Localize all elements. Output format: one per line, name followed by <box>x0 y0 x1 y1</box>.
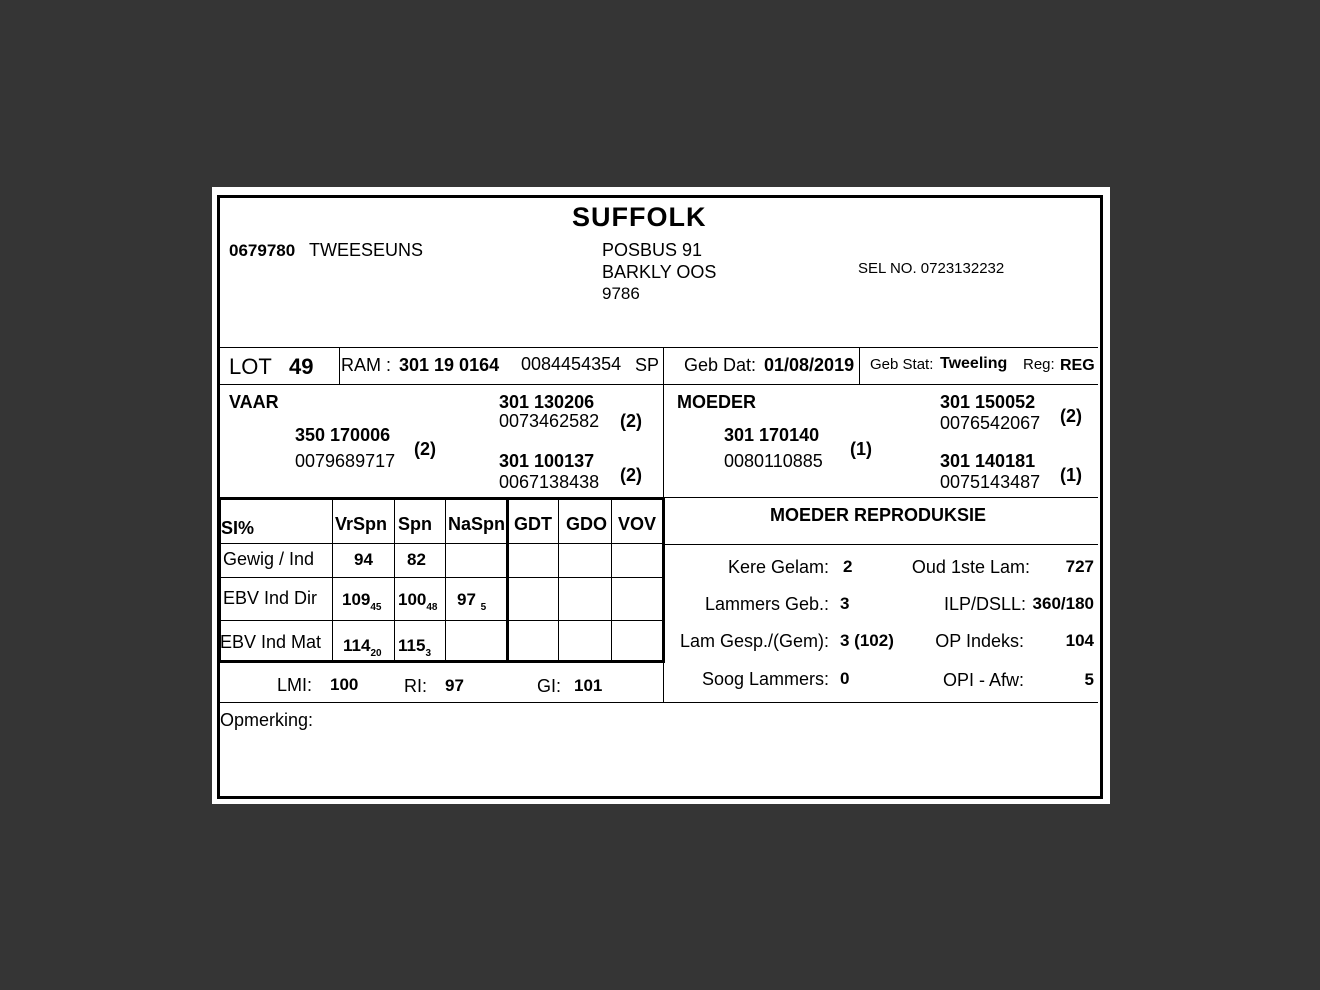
cell-value: 115 <box>398 636 426 655</box>
lammers-geb-label: Lammers Geb.: <box>704 594 829 614</box>
lot-label: LOT <box>229 354 272 379</box>
col-header-vrspn: VrSpn <box>335 514 388 534</box>
lam-gesp-label: Lam Gesp./(Gem): <box>679 631 829 651</box>
cell-vrspn <box>343 637 382 659</box>
divider <box>663 544 1098 545</box>
row-label: EBV Ind Dir <box>223 588 318 608</box>
divider <box>220 620 663 621</box>
divider <box>220 543 663 544</box>
oud-label: Oud 1ste Lam: <box>911 557 1030 577</box>
ilp-value: 360/180 <box>1032 594 1094 613</box>
op-label: OP Indeks: <box>935 631 1024 651</box>
lammers-geb-value: 3 <box>840 594 850 613</box>
cell-accuracy: 48 <box>426 602 438 613</box>
col-header-spn: Spn <box>398 514 432 534</box>
reg-value: REG <box>1060 357 1095 374</box>
address-line-2: BARKLY OOS <box>602 262 717 282</box>
ri-value: 97 <box>445 676 464 695</box>
ri-label: RI: <box>404 676 428 696</box>
dam-dam-id: 0075143487 <box>940 472 1041 492</box>
divider <box>445 500 446 661</box>
dam-sire-id: 0076542067 <box>940 413 1041 433</box>
ram-code: SP <box>635 355 660 375</box>
lmi-value: 100 <box>330 675 359 694</box>
sire-dam-number: 301 100137 <box>499 451 595 471</box>
divider <box>220 577 663 578</box>
gi-value: 101 <box>574 676 603 695</box>
sire-dam-id: 0067138438 <box>499 472 600 492</box>
row-label: EBV Ind Mat <box>220 632 322 652</box>
sire-sire-count: (2) <box>620 411 642 431</box>
cell-accuracy: 20 <box>370 648 382 659</box>
op-value: 104 <box>1065 631 1094 650</box>
cell-accuracy: 3 <box>425 648 431 659</box>
sire-dam-count: (2) <box>620 465 642 485</box>
cell-spn: 82 <box>407 550 426 569</box>
cell-value: 97 <box>457 590 476 609</box>
dam-dam-number: 301 140181 <box>940 451 1036 471</box>
cell-vrspn <box>342 591 382 613</box>
col-header-vov: VOV <box>618 514 657 534</box>
reproduction-title: MOEDER REPRODUKSIE <box>770 505 987 525</box>
kere-gelam-value: 2 <box>843 557 853 576</box>
divider <box>220 384 1098 385</box>
col-header-gdt: GDT <box>514 514 552 534</box>
birth-date: 01/08/2019 <box>764 355 855 375</box>
divider <box>339 347 340 384</box>
cell-value: 114 <box>343 636 371 655</box>
sire-sire-number: 301 130206 <box>499 392 595 412</box>
birth-status-label: Geb Stat: <box>870 356 934 373</box>
divider <box>859 347 860 384</box>
cell-vrspn: 94 <box>354 550 373 569</box>
birth-status: Tweeling <box>940 355 1008 372</box>
soog-label: Soog Lammers: <box>701 669 829 689</box>
divider <box>663 347 664 384</box>
sire-count: (2) <box>414 439 436 459</box>
address-line-1: POSBUS 91 <box>602 240 703 260</box>
dam-number: 301 170140 <box>724 425 820 445</box>
cell-accuracy: 5 <box>480 602 487 613</box>
divider <box>663 497 1098 498</box>
sire-number: 350 170006 <box>295 425 391 445</box>
dam-sire-number: 301 150052 <box>940 392 1036 412</box>
col-header-naspn: NaSpn <box>448 514 506 534</box>
ilp-label: ILP/DSLL: <box>943 594 1026 614</box>
dam-label: MOEDER <box>677 392 757 412</box>
cell-value: 109 <box>342 590 371 609</box>
ram-id: 0084454354 <box>521 354 622 374</box>
divider <box>220 347 1098 348</box>
owner-name: TWEESEUNS <box>309 240 424 260</box>
divider <box>394 500 395 661</box>
opi-value: 5 <box>1084 670 1094 689</box>
sire-label: VAAR <box>229 392 279 412</box>
phone-number: SEL NO. 0723132232 <box>858 260 1005 277</box>
lot-number: 49 <box>289 354 314 379</box>
divider <box>611 500 612 661</box>
cell-value: 100 <box>398 590 427 609</box>
lam-gesp-value: 3 (102) <box>840 631 894 650</box>
dam-id: 0080110885 <box>724 451 823 471</box>
dam-sire-count: (2) <box>1060 406 1082 426</box>
soog-value: 0 <box>840 669 850 688</box>
si-corner: SI% <box>221 518 255 538</box>
gi-label: GI: <box>537 676 562 696</box>
divider <box>558 500 559 661</box>
sire-sire-id: 0073462582 <box>499 411 600 431</box>
oud-value: 727 <box>1065 557 1094 576</box>
dam-count: (1) <box>850 439 872 459</box>
divider <box>663 384 664 497</box>
lmi-label: LMI: <box>277 675 313 695</box>
dam-dam-count: (1) <box>1060 465 1082 485</box>
col-header-gdo: GDO <box>566 514 608 534</box>
sire-id: 0079689717 <box>295 451 396 471</box>
opi-label: OPI - Afw: <box>942 670 1024 690</box>
ram-number: 301 19 0164 <box>399 355 500 375</box>
owner-code: 0679780 <box>229 241 296 260</box>
birth-date-label: Geb Dat: <box>684 355 757 375</box>
cell-spn <box>398 591 438 613</box>
divider <box>220 702 1098 703</box>
ram-label: RAM : <box>341 355 392 375</box>
breed-title: SUFFOLK <box>572 202 707 232</box>
cell-naspn <box>457 591 486 613</box>
kere-gelam-label: Kere Gelam: <box>727 557 829 577</box>
row-label: Gewig / Ind <box>223 549 315 569</box>
remark-label: Opmerking: <box>220 710 314 730</box>
cell-spn <box>398 637 431 659</box>
divider <box>332 500 333 661</box>
address-line-3: 9786 <box>602 284 640 303</box>
cell-accuracy: 45 <box>370 602 382 613</box>
divider <box>663 663 664 702</box>
reg-label: Reg: <box>1023 356 1055 373</box>
